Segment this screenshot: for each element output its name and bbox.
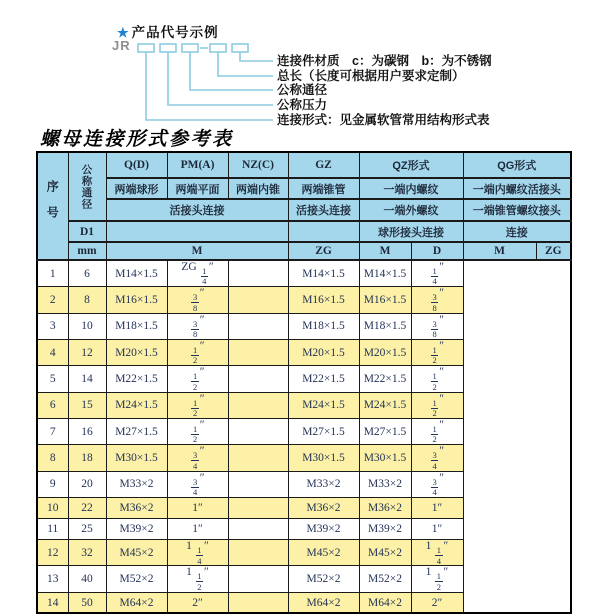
cell-qg_m: M33×2 [359,471,411,497]
header-qz-end1: 一端内螺纹 [359,178,463,199]
cell-no: 14 [37,592,68,613]
cell-qg_zg: $\frac{1}{2}$ ″ [411,419,463,445]
cell-dn: 8 [68,287,106,313]
callout-line [168,52,273,105]
cell-qz_d: M52×2 [288,566,359,592]
header-blank-gz [288,221,359,242]
cell-qz_d: M64×2 [288,592,359,613]
callout-label-material: 连接件材质 c：为碳钢 b：为不锈钢 [277,54,492,68]
cell-qz_d: M36×2 [288,498,359,519]
cell-m: M16×1.5 [106,287,167,313]
nut-connection-reference-table [36,151,572,614]
cell-gz_zg: 2″ [167,592,228,613]
cell-m: M33×2 [106,471,167,497]
cell-no: 12 [37,540,68,566]
cell-qz_m [228,566,288,592]
cell-qg_m: M16×1.5 [359,287,411,313]
cell-dn: 50 [68,592,106,613]
cell-gz_zg: 1 $\frac{1}{4}$ ″ [167,540,228,566]
cell-no: 13 [37,566,68,592]
header-pm-ends: 两端平面 [167,178,228,199]
cell-qg_m: M24×1.5 [359,392,411,418]
cell-qg_m: M45×2 [359,540,411,566]
cell-qg_m: M20×1.5 [359,340,411,366]
cell-qz_d: M20×1.5 [288,340,359,366]
cell-qz_d: M33×2 [288,471,359,497]
cell-qg_zg: $\frac{3}{4}$ ″ [411,445,463,471]
cell-m: M30×1.5 [106,445,167,471]
callout-line [190,52,273,90]
col-header-nz: NZ(C) [228,152,288,178]
cell-gz_zg: 1″ [167,498,228,519]
cell-qg_zg: $\frac{1}{2}$ ″ [411,340,463,366]
cell-dn: 32 [68,540,106,566]
cell-dn: 15 [68,392,106,418]
col-header-index: 序号 [37,152,68,260]
col-header-qz: QZ形式 [359,152,463,178]
cell-qg_m: M18×1.5 [359,313,411,339]
cell-qz_m [228,313,288,339]
cell-qz_m [228,498,288,519]
cell-dn: 18 [68,445,106,471]
cell-qg_zg: 2″ [411,592,463,613]
cell-qg_zg: $\frac{3}{8}$ ″ [411,313,463,339]
cell-m: M52×2 [106,566,167,592]
cell-dn: 20 [68,471,106,497]
cell-m: M64×2 [106,592,167,613]
col-header-gz: GZ [288,152,359,178]
code-box [182,44,198,52]
cell-qg_m: M27×1.5 [359,419,411,445]
col-header-q: Q(D) [106,152,167,178]
col-header-pm: PM(A) [167,152,228,178]
cell-m: M24×1.5 [106,392,167,418]
cell-gz_zg: $\frac{3}{8}$ ″ [167,287,228,313]
cell-m: M39×2 [106,519,167,540]
cell-gz_zg: 1″ [167,519,228,540]
table-row [37,392,571,418]
cell-m: M22×1.5 [106,366,167,392]
cell-qg_m: M64×2 [359,592,411,613]
table-row [37,419,571,445]
table-row [37,498,571,519]
cell-no: 10 [37,498,68,519]
callout-label-pressure: 公称压力 [277,98,328,112]
cell-dn: 40 [68,566,106,592]
header-q-ends: 两端球形 [106,178,167,199]
table-row [37,471,571,497]
cell-no: 4 [37,340,68,366]
cell-no: 7 [37,419,68,445]
page-title: 螺母连接形式参考表 [40,129,234,150]
header-qg-connection: 连接 [463,221,571,242]
table-row [37,313,571,339]
cell-dn: 25 [68,519,106,540]
cell-gz_zg: ZG $\frac{1}{4}$ ″ [167,260,228,287]
cell-gz_zg: $\frac{1}{2}$ ″ [167,392,228,418]
table-body [37,260,571,613]
cell-qg_m: M30×1.5 [359,445,411,471]
cell-no: 1 [37,260,68,287]
cell-gz_zg: $\frac{3}{4}$ ″ [167,445,228,471]
cell-gz_zg: $\frac{1}{2}$ ″ [167,340,228,366]
cell-qg_m: M14×1.5 [359,260,411,287]
cell-no: 2 [37,287,68,313]
callout-line [240,52,273,61]
cell-qg_m: M22×1.5 [359,366,411,392]
cell-dn: 10 [68,313,106,339]
star-icon: ★ [117,25,130,40]
header-qz-unit-m: M [359,242,411,260]
cell-qz_m [228,471,288,497]
table-row [37,287,571,313]
cell-dn: 12 [68,340,106,366]
cell-gz_zg: $\frac{3}{4}$ ″ [167,471,228,497]
product-code-heading [117,21,219,41]
cell-no: 6 [37,392,68,418]
cell-qz_d: M22×1.5 [288,366,359,392]
reference-table-wrap [36,151,572,614]
header-gz-unit: ZG [288,242,359,260]
callout-label-length: 总长（长度可根据用户要求定制） [277,69,465,83]
cell-qz_d: M45×2 [288,540,359,566]
callout-label-connection: 连接形式：见金属软管常用结构形式表 [277,113,490,127]
code-box [138,44,154,52]
cell-m: M27×1.5 [106,419,167,445]
callout-line [218,52,273,76]
cell-qz_m [228,366,288,392]
cell-no: 3 [37,313,68,339]
cell-qg_zg: 1″ [411,498,463,519]
cell-no: 8 [37,445,68,471]
cell-m: M14×1.5 [106,260,167,287]
cell-qz_m [228,340,288,366]
table-row [37,540,571,566]
code-prefix: JR [112,38,131,53]
cell-qg_zg: 1 $\frac{1}{4}$ ″ [411,540,463,566]
cell-no: 9 [37,471,68,497]
cell-qz_d: M24×1.5 [288,392,359,418]
header-nz-ends: 两端内锥 [228,178,288,199]
cell-no: 11 [37,519,68,540]
col-header-diameter: 公称通径 [68,152,106,221]
cell-qg_zg: $\frac{1}{2}$ ″ [411,392,463,418]
cell-qg_zg: $\frac{3}{4}$ ″ [411,471,463,497]
code-box [210,44,226,52]
cell-no: 5 [37,366,68,392]
header-blank-qpn [106,221,288,242]
product-code-diagram [0,0,600,130]
cell-dn: 14 [68,366,106,392]
cell-m: M18×1.5 [106,313,167,339]
table-row [37,519,571,540]
cell-m: M20×1.5 [106,340,167,366]
cell-qz_m [228,445,288,471]
cell-qg_zg: $\frac{1}{2}$ ″ [411,366,463,392]
cell-qz_d: M27×1.5 [288,419,359,445]
header-qpn-unit: M [106,242,288,260]
cell-qz_m [228,519,288,540]
cell-dn: 16 [68,419,106,445]
header-d1: D1 [68,221,106,242]
cell-qz_d: M16×1.5 [288,287,359,313]
table-row [37,366,571,392]
cell-qg_zg: 1″ [411,519,463,540]
cell-qg_m: M39×2 [359,519,411,540]
cell-qz_m [228,540,288,566]
product-code-heading-text: 产品代号示例 [131,25,219,40]
col-header-qg: QG形式 [463,152,571,178]
table-row [37,566,571,592]
table-row [37,260,571,287]
cell-dn: 22 [68,498,106,519]
header-qg-end1: 一端内螺纹活接头 [463,178,571,199]
header-gz-connection: 活接头连接 [288,199,359,221]
header-qz-connection: 球形接头连接 [359,221,463,242]
cell-qz_d: M18×1.5 [288,313,359,339]
cell-qg_zg: $\frac{1}{4}$ ″ [411,260,463,287]
cell-gz_zg: $\frac{3}{8}$ ″ [167,313,228,339]
header-qg-end2: 一端锥管螺纹接头 [463,199,571,221]
cell-qz_m [228,592,288,613]
table-row [37,340,571,366]
header-qz-end2: 一端外螺纹 [359,199,463,221]
cell-qz_m [228,419,288,445]
table-row [37,592,571,613]
header-gz-ends: 两端锥管 [288,178,359,199]
cell-gz_zg: $\frac{1}{2}$ ″ [167,366,228,392]
cell-qg_m: M52×2 [359,566,411,592]
callout-line [146,52,273,120]
header-qg-unit-zg: ZG [536,242,571,260]
cell-qz_d: M30×1.5 [288,445,359,471]
cell-gz_zg: 1 $\frac{1}{2}$ ″ [167,566,228,592]
header-qg-unit-m: M [463,242,536,260]
header-qz-unit-d: D [411,242,463,260]
header-qpn-connection: 活接头连接 [106,199,288,221]
cell-dn: 6 [68,260,106,287]
cell-qg_zg: 1 $\frac{1}{2}$ ″ [411,566,463,592]
cell-qg_zg: $\frac{3}{8}$ ″ [411,287,463,313]
cell-qz_d: M14×1.5 [288,260,359,287]
callout-label-diameter: 公称通径 [277,83,328,97]
code-box [232,44,248,52]
header-mm: mm [68,242,106,260]
cell-qz_m [228,392,288,418]
cell-gz_zg: $\frac{1}{2}$ ″ [167,419,228,445]
code-box [160,44,176,52]
cell-m: M36×2 [106,498,167,519]
table-row [37,445,571,471]
cell-qg_m: M36×2 [359,498,411,519]
cell-qz_m [228,287,288,313]
cell-qz_d: M39×2 [288,519,359,540]
cell-m: M45×2 [106,540,167,566]
cell-qz_m [228,260,288,287]
